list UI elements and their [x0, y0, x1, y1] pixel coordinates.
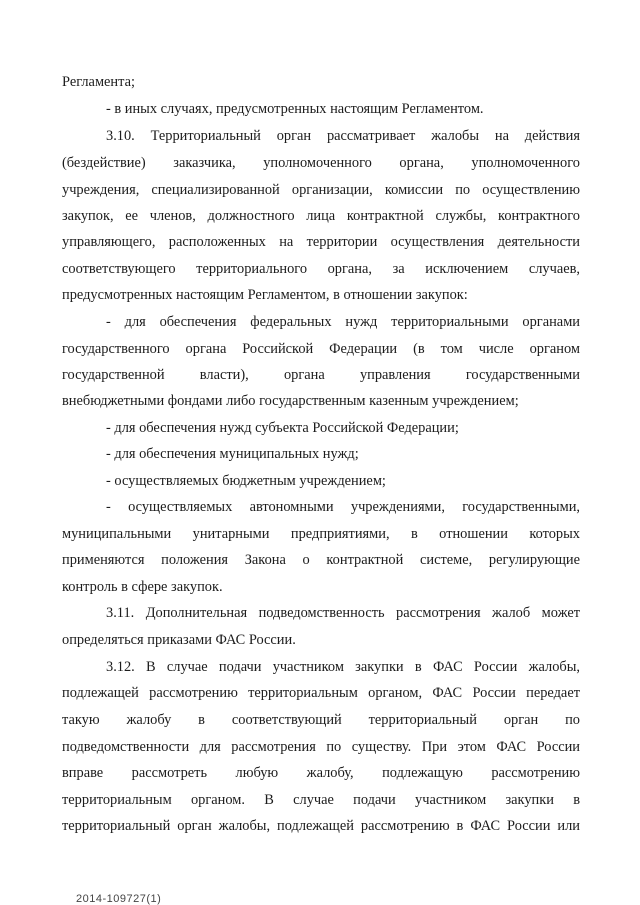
text-line: вправе рассмотреть любую жалобу, подлежащую рассмотрению — [62, 765, 580, 781]
text-line: предусмотренных настоящим Регламентом, в отношении закупок: — [62, 287, 468, 303]
text-line: муниципальными унитарными предприятиями, в отношении которых — [62, 526, 580, 542]
text-line: внебюджетными фондами либо государственным казенным учреждением; — [62, 393, 519, 409]
text-line: закупок, ее членов, должностного лица контрактной службы, контрактного — [62, 208, 580, 224]
text-line: 3.12. В случае подачи участником закупки в ФАС России жалобы, — [106, 659, 580, 675]
text-line: 3.10. Территориальный орган рассматривает жалобы на действия — [106, 128, 580, 144]
text-line: территориальный орган жалобы, подлежащей рассмотрению в ФАС России или — [62, 818, 580, 834]
text-line: учреждения, специализированной организации, комиссии по осуществлению — [62, 182, 580, 198]
text-line: государственного органа Российской Федерации (в том числе органом — [62, 341, 580, 357]
text-line: Регламента; — [62, 74, 135, 90]
text-line: контроль в сфере закупок. — [62, 579, 223, 595]
text-line: 3.11. Дополнительная подведомственность рассмотрения жалоб может — [106, 605, 580, 621]
text-line: - для обеспечения федеральных нужд территориальными органами — [106, 314, 580, 330]
text-line: государственной власти), органа управления государственными — [62, 367, 580, 383]
text-line: - в иных случаях, предусмотренных настоящим Регламентом. — [106, 101, 484, 117]
text-line: подлежащей рассмотрению территориальным органом, ФАС России передает — [62, 685, 580, 701]
text-line: - для обеспечения муниципальных нужд; — [106, 446, 359, 462]
text-line: применяются положения Закона о контрактной системе, регулирующие — [62, 552, 580, 568]
text-line: подведомственности для рассмотрения по существу. При этом ФАС России — [62, 739, 580, 755]
document-code: 2014-109727(1) — [76, 893, 162, 905]
text-line: - для обеспечения нужд субъекта Российской Федерации; — [106, 420, 459, 436]
text-line: - осуществляемых бюджетным учреждением; — [106, 473, 386, 489]
text-line: управляющего, расположенных на территории осуществления деятельности — [62, 234, 580, 250]
text-line: определяться приказами ФАС России. — [62, 632, 296, 648]
text-line: такую жалобу в соответствующий территориальный орган по — [62, 712, 580, 728]
text-line: - осуществляемых автономными учреждениями, государственными, — [106, 499, 580, 515]
text-line: соответствующего территориального органа, за исключением случаев, — [62, 261, 580, 277]
text-line: (бездействие) заказчика, уполномоченного органа, уполномоченного — [62, 155, 580, 171]
text-line: территориальным органом. В случае подачи участником закупки в — [62, 792, 580, 808]
